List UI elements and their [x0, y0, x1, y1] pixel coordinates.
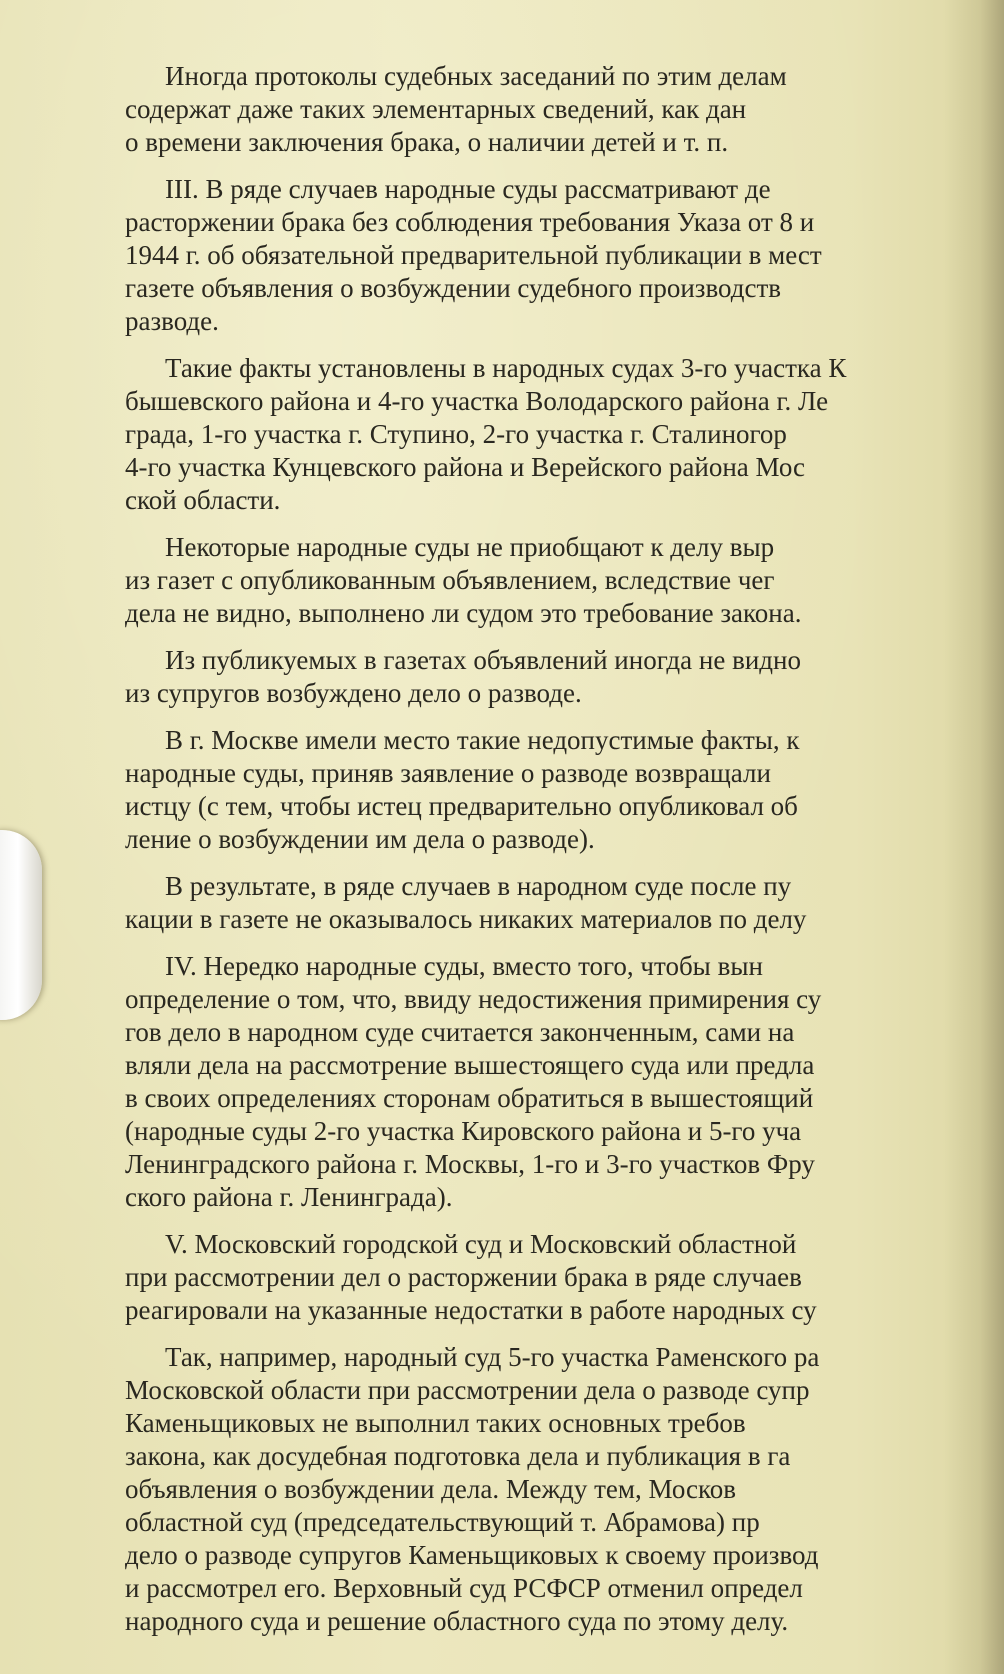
- text-line: о времени заключения брака, о наличии детей и т. п.: [125, 127, 729, 157]
- paragraph: [125, 352, 1004, 517]
- text-line: Так, например, народный суд 5-го участка Раменского ра: [165, 1342, 820, 1372]
- text-line: III. В ряде случаев народные суды рассматривают де: [165, 174, 771, 204]
- document-text: [125, 60, 1004, 1652]
- text-line: газете объявления о возбуждении судебного производств: [125, 273, 782, 303]
- text-line: Из публикуемых в газетах объявлений иногда не видно: [165, 645, 801, 675]
- text-line: ление о возбуждении им дела о разводе).: [125, 824, 595, 854]
- paragraph: [125, 173, 1004, 338]
- text-line: Иногда протоколы судебных заседаний по этим делам: [165, 61, 787, 91]
- text-line: и рассмотрел его. Верховный суд РСФСР отменил определ: [125, 1573, 803, 1603]
- paragraph: [125, 644, 1004, 710]
- text-line: вляли дела на рассмотрение вышестоящего суда или предла: [125, 1050, 815, 1080]
- paragraph: [125, 531, 1004, 630]
- text-line: гов дело в народном суде считается законченным, сами на: [125, 1017, 795, 1047]
- text-line: ской области.: [125, 485, 281, 515]
- text-line: Ленинградского района г. Москвы, 1-го и 3-го участков Фру: [125, 1149, 815, 1179]
- paragraph: [125, 1228, 1004, 1327]
- text-line: 1944 г. об обязательной предварительной публикации в мест: [125, 240, 822, 270]
- text-line: областной суд (председательствующий т. Абрамова) пр: [125, 1507, 760, 1537]
- paragraph: [125, 1341, 1004, 1638]
- text-line: града, 1-го участка г. Ступино, 2-го участка г. Сталиногор: [125, 419, 787, 449]
- text-line: разводе.: [125, 306, 219, 336]
- text-line: Каменьщиковых не выполнил таких основных требов: [125, 1408, 746, 1438]
- text-line: из супругов возбуждено дело о разводе.: [125, 678, 582, 708]
- text-line: ского района г. Ленинграда).: [125, 1182, 453, 1212]
- text-line: реагировали на указанные недостатки в работе народных су: [125, 1295, 817, 1325]
- text-line: Некоторые народные суды не приобщают к делу выр: [165, 532, 775, 562]
- text-line: при рассмотрении дел о расторжении брака в ряде случаев: [125, 1262, 802, 1292]
- binder-clip: [0, 830, 42, 1020]
- text-line: из газет с опубликованным объявлением, вследствие чег: [125, 565, 775, 595]
- text-line: в своих определениях сторонам обратиться в вышестоящий: [125, 1083, 814, 1113]
- text-line: Московской области при рассмотрении дела о разводе супр: [125, 1375, 810, 1405]
- text-line: содержат даже таких элементарных сведений, как дан: [125, 94, 747, 124]
- text-line: кации в газете не оказывалось никаких материалов по делу: [125, 904, 807, 934]
- text-line: Такие факты установлены в народных судах 3-го участка К: [165, 353, 847, 383]
- text-line: дело о разводе супругов Каменьщиковых к своему производ: [125, 1540, 819, 1570]
- text-line: дела не видно, выполнено ли судом это требование закона.: [125, 598, 802, 628]
- text-line: закона, как досудебная подготовка дела и публикация в га: [125, 1441, 791, 1471]
- paragraph: [125, 60, 1004, 159]
- text-line: народного суда и решение областного суда по этому делу.: [125, 1606, 789, 1636]
- text-line: истцу (с тем, чтобы истец предварительно опубликовал об: [125, 791, 798, 821]
- text-line: V. Московский городской суд и Московский областной: [165, 1229, 797, 1259]
- text-line: объявления о возбуждении дела. Между тем, Москов: [125, 1474, 736, 1504]
- text-line: В результате, в ряде случаев в народном суде после пу: [165, 871, 792, 901]
- text-line: определение о том, что, ввиду недостижения примирения су: [125, 984, 822, 1014]
- text-line: народные суды, приняв заявление о разводе возвращали: [125, 758, 771, 788]
- text-line: расторжении брака без соблюдения требования Указа от 8 и: [125, 207, 815, 237]
- text-line: (народные суды 2-го участка Кировского района и 5-го уча: [125, 1116, 802, 1146]
- text-line: бышевского района и 4-го участка Володарского района г. Ле: [125, 386, 829, 416]
- text-line: 4-го участка Кунцевского района и Верейского района Мос: [125, 452, 805, 482]
- paragraph: [125, 724, 1004, 856]
- text-line: В г. Москве имели место такие недопустимые факты, к: [165, 725, 800, 755]
- paragraph: [125, 950, 1004, 1214]
- text-line: IV. Нередко народные суды, вместо того, чтобы вын: [165, 951, 763, 981]
- paragraph: [125, 870, 1004, 936]
